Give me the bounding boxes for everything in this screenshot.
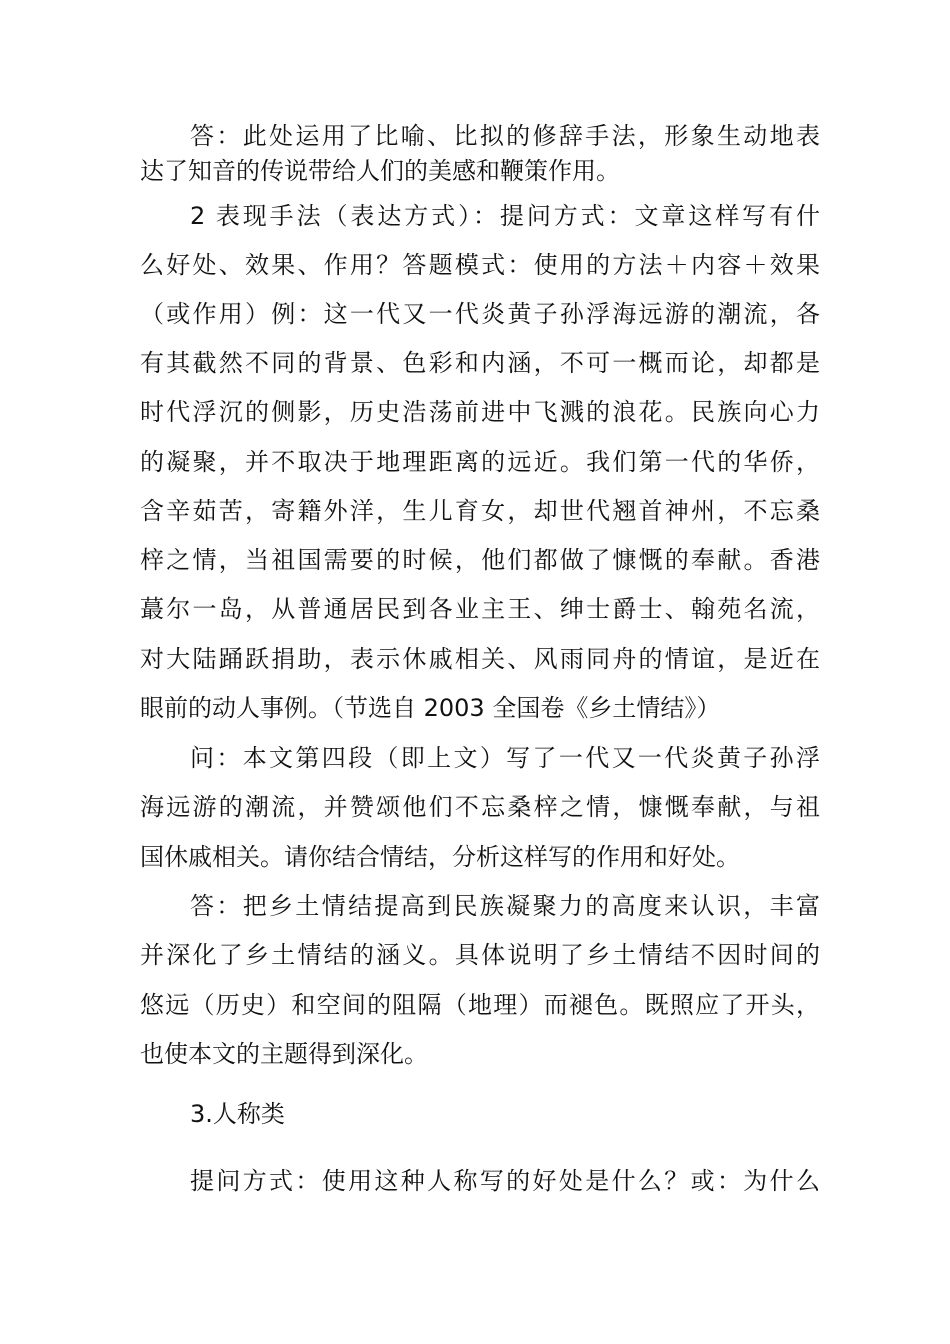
paragraph-2-line-3: （或作用）例：这一代又一代炎黄子孙浮海远游的潮流，各	[140, 300, 820, 328]
paragraph-2-line-5: 时代浮沉的侧影，历史浩荡前进中飞溅的浪花。民族向心力	[140, 398, 820, 426]
paragraph-3-line-2: 海远游的潮流，并赞颂他们不忘桑梓之情，慷慨奉献，与祖	[140, 793, 820, 821]
paragraph-4-line-3: 悠远（历史）和空间的阻隔（地理）而褪色。既照应了开头，	[140, 991, 820, 1019]
paragraph-3-line-3: 国休戚相关。请你结合情结，分析这样写的作用和好处。	[140, 843, 740, 871]
paragraph-2-line-2: 么好处、效果、作用？答题模式：使用的方法＋内容＋效果	[140, 251, 820, 279]
paragraph-2-line-9: 蕞尔一岛，从普通居民到各业主王、绅士爵士、翰苑名流，	[140, 595, 820, 623]
section-heading: 3.人称类	[190, 1100, 285, 1128]
paragraph-2-line-11: 眼前的动人事例。（节选自 2003 全国卷《乡土情结》）	[140, 694, 721, 722]
paragraph-4-line-1: 答：把乡土情结提高到民族凝聚力的高度来认识，丰富	[190, 892, 820, 920]
paragraph-2-line-7: 含辛茹苦，寄籍外洋，生儿育女，却世代翘首神州，不忘桑	[140, 497, 820, 525]
paragraph-2-line-8: 梓之情，当祖国需要的时候，他们都做了慷慨的奉献。香港	[140, 546, 820, 574]
paragraph-2-line-6: 的凝聚，并不取决于地理距离的远近。我们第一代的华侨，	[140, 448, 820, 476]
paragraph-3-line-1: 问：本文第四段（即上文）写了一代又一代炎黄子孙浮	[190, 744, 820, 772]
paragraph-2-line-4: 有其截然不同的背景、色彩和内涵，不可一概而论，却都是	[140, 349, 820, 377]
paragraph-1-line-1: 答：此处运用了比喻、比拟的修辞手法，形象生动地表	[190, 122, 820, 150]
paragraph-6-line-1: 提问方式：使用这种人称写的好处是什么？或：为什么	[190, 1167, 820, 1195]
paragraph-4-line-4: 也使本文的主题得到深化。	[140, 1040, 428, 1068]
paragraph-1-line-2: 达了知音的传说带给人们的美感和鞭策作用。	[140, 157, 620, 185]
paragraph-2-line-1: 2 表现手法（表达方式）：提问方式：文章这样写有什	[190, 202, 820, 230]
paragraph-4-line-2: 并深化了乡土情结的涵义。具体说明了乡土情结不因时间的	[140, 941, 820, 969]
paragraph-2-line-10: 对大陆踊跃捐助，表示休戚相关、风雨同舟的情谊，是近在	[140, 645, 820, 673]
